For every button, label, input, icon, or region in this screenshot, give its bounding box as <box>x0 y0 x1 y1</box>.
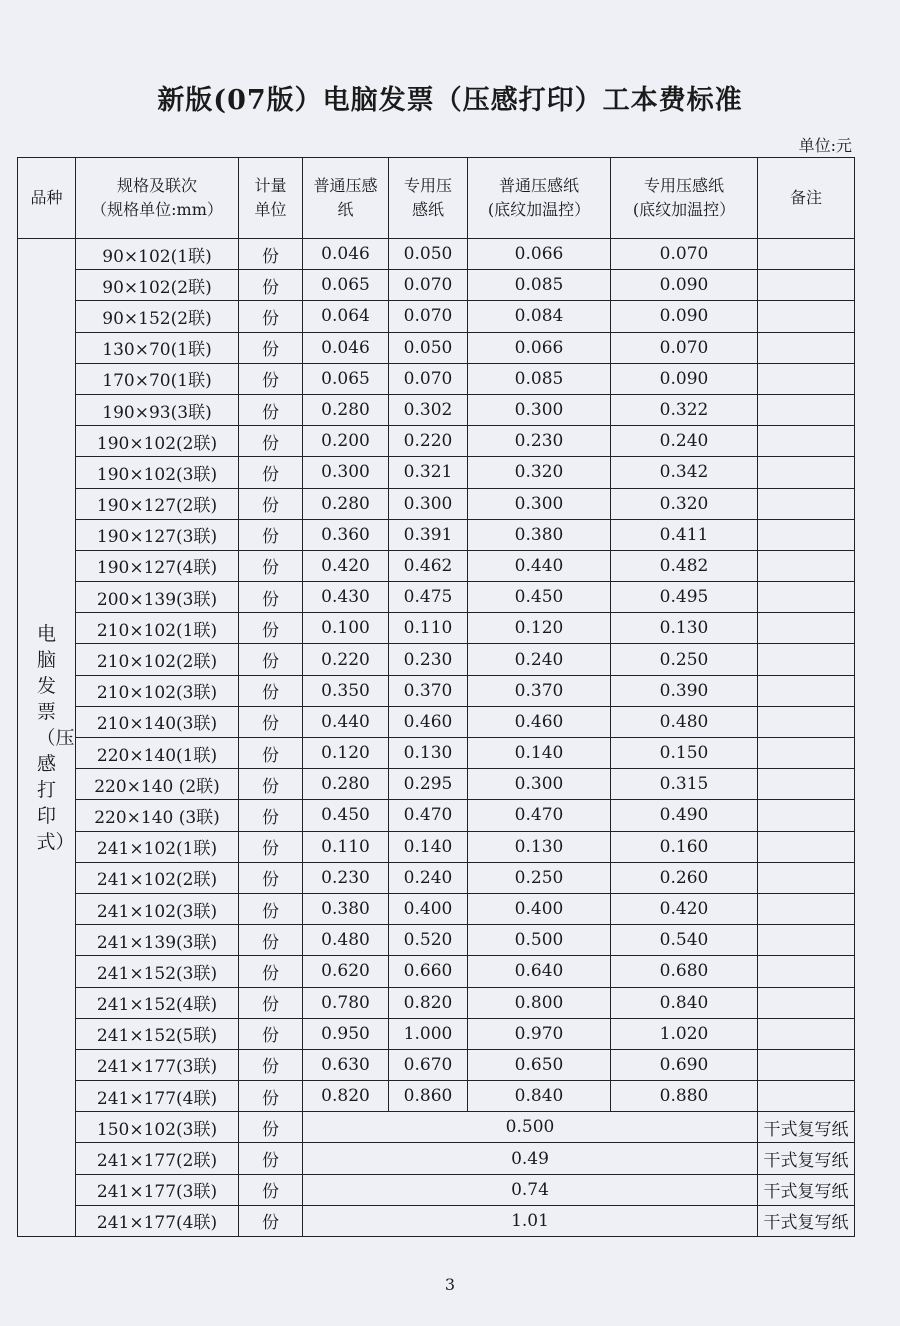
spec-cell: 200×139(3联) <box>76 582 239 613</box>
unit-cell: 份 <box>239 1205 303 1236</box>
remarks-cell <box>758 394 855 425</box>
header-variety: 品种 <box>18 158 76 239</box>
special-ctrl-cell: 0.090 <box>611 363 758 394</box>
spec-cell: 190×127(4联) <box>76 550 239 581</box>
header-normal-paper: 普通压感 纸 <box>303 158 389 239</box>
special-paper-cell: 0.470 <box>389 800 468 831</box>
table-row <box>18 1174 855 1205</box>
normal-paper-cell: 0.110 <box>303 831 389 862</box>
normal-ctrl-cell: 0.240 <box>468 644 611 675</box>
spec-cell: 241×102(3联) <box>76 893 239 924</box>
spec-cell: 190×127(3联) <box>76 519 239 550</box>
special-paper-cell: 0.070 <box>389 363 468 394</box>
special-paper-cell: 0.230 <box>389 644 468 675</box>
unit-cell: 份 <box>239 613 303 644</box>
normal-ctrl-cell: 0.800 <box>468 987 611 1018</box>
unit-cell: 份 <box>239 956 303 987</box>
special-paper-cell: 0.050 <box>389 332 468 363</box>
normal-paper-cell: 0.046 <box>303 239 389 270</box>
special-paper-cell: 0.140 <box>389 831 468 862</box>
normal-paper-cell: 0.300 <box>303 457 389 488</box>
unit-cell: 份 <box>239 706 303 737</box>
special-paper-cell: 0.295 <box>389 769 468 800</box>
remarks-cell <box>758 738 855 769</box>
spec-cell: 241×177(3联) <box>76 1174 239 1205</box>
spec-cell: 241×177(4联) <box>76 1205 239 1236</box>
table-row <box>18 301 855 332</box>
normal-ctrl-cell: 0.450 <box>468 582 611 613</box>
table-row <box>18 738 855 769</box>
fee-table-frame <box>17 157 854 1237</box>
remarks-cell <box>758 613 855 644</box>
special-ctrl-cell: 0.411 <box>611 519 758 550</box>
normal-ctrl-cell: 0.084 <box>468 301 611 332</box>
remarks-cell <box>758 332 855 363</box>
spec-cell: 241×177(2联) <box>76 1143 239 1174</box>
table-row <box>18 675 855 706</box>
table-row <box>18 550 855 581</box>
unit-cell: 份 <box>239 831 303 862</box>
table-row <box>18 394 855 425</box>
unit-cell: 份 <box>239 800 303 831</box>
normal-ctrl-cell: 0.300 <box>468 488 611 519</box>
special-ctrl-cell: 0.315 <box>611 769 758 800</box>
normal-ctrl-cell: 0.470 <box>468 800 611 831</box>
unit-cell: 份 <box>239 644 303 675</box>
remarks-cell <box>758 769 855 800</box>
remarks-cell <box>758 1018 855 1049</box>
special-paper-cell: 0.302 <box>389 394 468 425</box>
special-paper-cell: 0.660 <box>389 956 468 987</box>
special-ctrl-cell: 0.540 <box>611 925 758 956</box>
spec-cell: 241×152(5联) <box>76 1018 239 1049</box>
normal-paper-cell: 0.200 <box>303 426 389 457</box>
remarks-cell <box>758 488 855 519</box>
special-paper-cell: 0.400 <box>389 893 468 924</box>
spec-cell: 220×140(1联) <box>76 738 239 769</box>
remarks-cell <box>758 363 855 394</box>
table-row <box>18 1143 855 1174</box>
spec-cell: 190×127(2联) <box>76 488 239 519</box>
normal-paper-cell: 0.065 <box>303 270 389 301</box>
remarks-cell <box>758 925 855 956</box>
special-ctrl-cell: 0.690 <box>611 1049 758 1080</box>
special-ctrl-cell: 0.490 <box>611 800 758 831</box>
normal-ctrl-cell: 0.066 <box>468 239 611 270</box>
spec-cell: 210×102(3联) <box>76 675 239 706</box>
normal-ctrl-cell: 0.085 <box>468 270 611 301</box>
spec-cell: 210×102(2联) <box>76 644 239 675</box>
special-ctrl-cell: 0.130 <box>611 613 758 644</box>
normal-ctrl-cell: 0.300 <box>468 394 611 425</box>
remarks-cell <box>758 550 855 581</box>
spec-cell: 241×177(3联) <box>76 1049 239 1080</box>
spec-cell: 241×102(1联) <box>76 831 239 862</box>
header-spec: 规格及联次 （规格单位:mm） <box>76 158 239 239</box>
normal-ctrl-cell: 0.400 <box>468 893 611 924</box>
unit-cell: 份 <box>239 1049 303 1080</box>
variety-label: 电脑发票（压感打印式） <box>36 622 75 853</box>
table-row <box>18 519 855 550</box>
remarks-cell <box>758 582 855 613</box>
normal-ctrl-cell: 0.140 <box>468 738 611 769</box>
spec-cell: 190×93(3联) <box>76 394 239 425</box>
spec-cell: 241×152(3联) <box>76 956 239 987</box>
table-row <box>18 862 855 893</box>
unit-cell: 份 <box>239 426 303 457</box>
normal-ctrl-cell: 0.320 <box>468 457 611 488</box>
table-row <box>18 1112 855 1143</box>
special-paper-cell: 0.321 <box>389 457 468 488</box>
fee-table <box>17 157 855 1237</box>
special-ctrl-cell: 0.260 <box>611 862 758 893</box>
table-row <box>18 1081 855 1112</box>
special-ctrl-cell: 0.880 <box>611 1081 758 1112</box>
table-row <box>18 1018 855 1049</box>
unit-cell: 份 <box>239 519 303 550</box>
unit-cell: 份 <box>239 270 303 301</box>
remarks-cell <box>758 675 855 706</box>
spec-cell: 90×102(2联) <box>76 270 239 301</box>
unit-cell: 份 <box>239 239 303 270</box>
price-cell: 0.74 <box>303 1174 758 1205</box>
special-paper-cell: 0.670 <box>389 1049 468 1080</box>
page-title: 新版(07版）电脑发票（压感打印）工本费标准 <box>157 85 743 116</box>
remarks-cell <box>758 956 855 987</box>
special-paper-cell: 1.000 <box>389 1018 468 1049</box>
special-paper-cell: 0.220 <box>389 426 468 457</box>
spec-cell: 170×70(1联) <box>76 363 239 394</box>
special-paper-cell: 0.070 <box>389 270 468 301</box>
special-paper-cell: 0.520 <box>389 925 468 956</box>
special-paper-cell: 0.300 <box>389 488 468 519</box>
normal-ctrl-cell: 0.230 <box>468 426 611 457</box>
unit-cell: 份 <box>239 925 303 956</box>
spec-cell: 90×152(2联) <box>76 301 239 332</box>
table-row <box>18 644 855 675</box>
spec-cell: 241×139(3联) <box>76 925 239 956</box>
normal-paper-cell: 0.350 <box>303 675 389 706</box>
special-ctrl-cell: 0.320 <box>611 488 758 519</box>
spec-cell: 210×102(1联) <box>76 613 239 644</box>
special-paper-cell: 0.860 <box>389 1081 468 1112</box>
table-row <box>18 831 855 862</box>
unit-cell: 份 <box>239 769 303 800</box>
unit-cell: 份 <box>239 1143 303 1174</box>
normal-paper-cell: 0.220 <box>303 644 389 675</box>
unit-cell: 份 <box>239 457 303 488</box>
remarks-cell <box>758 457 855 488</box>
special-ctrl-cell: 0.390 <box>611 675 758 706</box>
table-row <box>18 800 855 831</box>
unit-cell: 份 <box>239 1081 303 1112</box>
spec-cell: 190×102(3联) <box>76 457 239 488</box>
spec-cell: 241×177(4联) <box>76 1081 239 1112</box>
spec-cell: 90×102(1联) <box>76 239 239 270</box>
normal-ctrl-cell: 0.500 <box>468 925 611 956</box>
unit-cell: 份 <box>239 332 303 363</box>
remarks-cell <box>758 831 855 862</box>
normal-paper-cell: 0.950 <box>303 1018 389 1049</box>
remarks-cell <box>758 893 855 924</box>
table-row <box>18 488 855 519</box>
special-ctrl-cell: 0.150 <box>611 738 758 769</box>
special-ctrl-cell: 0.160 <box>611 831 758 862</box>
remarks-cell: 干式复写纸 <box>758 1205 855 1236</box>
unit-cell: 份 <box>239 987 303 1018</box>
special-ctrl-cell: 0.322 <box>611 394 758 425</box>
special-ctrl-cell: 0.480 <box>611 706 758 737</box>
table-row <box>18 582 855 613</box>
special-paper-cell: 0.475 <box>389 582 468 613</box>
normal-ctrl-cell: 0.120 <box>468 613 611 644</box>
table-row <box>18 956 855 987</box>
unit-cell: 份 <box>239 550 303 581</box>
special-paper-cell: 0.070 <box>389 301 468 332</box>
table-row <box>18 332 855 363</box>
normal-paper-cell: 0.450 <box>303 800 389 831</box>
spec-cell: 210×140(3联) <box>76 706 239 737</box>
table-row <box>18 769 855 800</box>
remarks-cell <box>758 706 855 737</box>
unit-cell: 份 <box>239 738 303 769</box>
special-paper-cell: 0.110 <box>389 613 468 644</box>
unit-cell: 份 <box>239 893 303 924</box>
unit-cell: 份 <box>239 363 303 394</box>
normal-paper-cell: 0.280 <box>303 488 389 519</box>
unit-cell: 份 <box>239 1112 303 1143</box>
normal-paper-cell: 0.064 <box>303 301 389 332</box>
normal-ctrl-cell: 0.085 <box>468 363 611 394</box>
special-ctrl-cell: 0.680 <box>611 956 758 987</box>
normal-ctrl-cell: 0.840 <box>468 1081 611 1112</box>
remarks-cell <box>758 987 855 1018</box>
normal-paper-cell: 0.440 <box>303 706 389 737</box>
spec-cell: 241×102(2联) <box>76 862 239 893</box>
special-ctrl-cell: 0.090 <box>611 301 758 332</box>
unit-label: 单位:元 <box>798 136 852 155</box>
special-paper-cell: 0.460 <box>389 706 468 737</box>
normal-ctrl-cell: 0.460 <box>468 706 611 737</box>
remarks-cell <box>758 239 855 270</box>
table-row <box>18 363 855 394</box>
normal-ctrl-cell: 0.650 <box>468 1049 611 1080</box>
special-ctrl-cell: 0.420 <box>611 893 758 924</box>
special-paper-cell: 0.130 <box>389 738 468 769</box>
normal-paper-cell: 0.630 <box>303 1049 389 1080</box>
normal-ctrl-cell: 0.370 <box>468 675 611 706</box>
table-row <box>18 1049 855 1080</box>
remarks-cell <box>758 519 855 550</box>
table-row <box>18 1205 855 1236</box>
special-ctrl-cell: 0.070 <box>611 239 758 270</box>
unit-cell: 份 <box>239 301 303 332</box>
normal-paper-cell: 0.360 <box>303 519 389 550</box>
special-paper-cell: 0.370 <box>389 675 468 706</box>
special-ctrl-cell: 0.342 <box>611 457 758 488</box>
spec-cell: 150×102(3联) <box>76 1112 239 1143</box>
normal-ctrl-cell: 0.380 <box>468 519 611 550</box>
header-special-ctrl: 专用压感纸 (底纹加温控） <box>611 158 758 239</box>
table-row <box>18 613 855 644</box>
table-row <box>18 893 855 924</box>
special-paper-cell: 0.391 <box>389 519 468 550</box>
remarks-cell <box>758 644 855 675</box>
header-row <box>18 158 855 239</box>
normal-paper-cell: 0.620 <box>303 956 389 987</box>
spec-cell: 241×152(4联) <box>76 987 239 1018</box>
normal-paper-cell: 0.120 <box>303 738 389 769</box>
spec-cell: 190×102(2联) <box>76 426 239 457</box>
header-unit: 计量 单位 <box>239 158 303 239</box>
special-paper-cell: 0.820 <box>389 987 468 1018</box>
normal-ctrl-cell: 0.640 <box>468 956 611 987</box>
unit-cell: 份 <box>239 862 303 893</box>
table-row <box>18 706 855 737</box>
special-paper-cell: 0.240 <box>389 862 468 893</box>
normal-ctrl-cell: 0.250 <box>468 862 611 893</box>
price-cell: 0.49 <box>303 1143 758 1174</box>
special-ctrl-cell: 0.495 <box>611 582 758 613</box>
normal-paper-cell: 0.100 <box>303 613 389 644</box>
header-special-paper: 专用压 感纸 <box>389 158 468 239</box>
unit-cell: 份 <box>239 582 303 613</box>
normal-ctrl-cell: 0.970 <box>468 1018 611 1049</box>
special-ctrl-cell: 0.840 <box>611 987 758 1018</box>
unit-cell: 份 <box>239 394 303 425</box>
unit-cell: 份 <box>239 675 303 706</box>
special-paper-cell: 0.050 <box>389 239 468 270</box>
header-normal-ctrl: 普通压感纸 (底纹加温控） <box>468 158 611 239</box>
remarks-cell <box>758 862 855 893</box>
normal-paper-cell: 0.065 <box>303 363 389 394</box>
remarks-cell <box>758 1081 855 1112</box>
normal-paper-cell: 0.430 <box>303 582 389 613</box>
special-ctrl-cell: 0.070 <box>611 332 758 363</box>
unit-cell: 份 <box>239 1018 303 1049</box>
remarks-cell <box>758 426 855 457</box>
remarks-cell <box>758 800 855 831</box>
price-cell: 1.01 <box>303 1205 758 1236</box>
header-remarks: 备注 <box>758 158 855 239</box>
normal-paper-cell: 0.820 <box>303 1081 389 1112</box>
normal-ctrl-cell: 0.130 <box>468 831 611 862</box>
special-paper-cell: 0.462 <box>389 550 468 581</box>
remarks-cell <box>758 301 855 332</box>
spec-cell: 130×70(1联) <box>76 332 239 363</box>
variety-cell <box>18 239 76 1237</box>
unit-cell: 份 <box>239 488 303 519</box>
normal-ctrl-cell: 0.440 <box>468 550 611 581</box>
normal-ctrl-cell: 0.066 <box>468 332 611 363</box>
special-ctrl-cell: 0.482 <box>611 550 758 581</box>
special-ctrl-cell: 0.250 <box>611 644 758 675</box>
normal-ctrl-cell: 0.300 <box>468 769 611 800</box>
normal-paper-cell: 0.780 <box>303 987 389 1018</box>
page-number: 3 <box>444 1275 456 1294</box>
normal-paper-cell: 0.280 <box>303 394 389 425</box>
table-row <box>18 239 855 270</box>
normal-paper-cell: 0.230 <box>303 862 389 893</box>
remarks-cell: 干式复写纸 <box>758 1143 855 1174</box>
spec-cell: 220×140 (2联) <box>76 769 239 800</box>
normal-paper-cell: 0.280 <box>303 769 389 800</box>
table-row <box>18 925 855 956</box>
special-ctrl-cell: 1.020 <box>611 1018 758 1049</box>
table-row <box>18 270 855 301</box>
price-cell: 0.500 <box>303 1112 758 1143</box>
remarks-cell: 干式复写纸 <box>758 1112 855 1143</box>
remarks-cell <box>758 1049 855 1080</box>
remarks-cell: 干式复写纸 <box>758 1174 855 1205</box>
normal-paper-cell: 0.420 <box>303 550 389 581</box>
table-row <box>18 426 855 457</box>
normal-paper-cell: 0.380 <box>303 893 389 924</box>
table-row <box>18 457 855 488</box>
normal-paper-cell: 0.046 <box>303 332 389 363</box>
spec-cell: 220×140 (3联) <box>76 800 239 831</box>
normal-paper-cell: 0.480 <box>303 925 389 956</box>
unit-cell: 份 <box>239 1174 303 1205</box>
table-row <box>18 987 855 1018</box>
special-ctrl-cell: 0.240 <box>611 426 758 457</box>
remarks-cell <box>758 270 855 301</box>
special-ctrl-cell: 0.090 <box>611 270 758 301</box>
